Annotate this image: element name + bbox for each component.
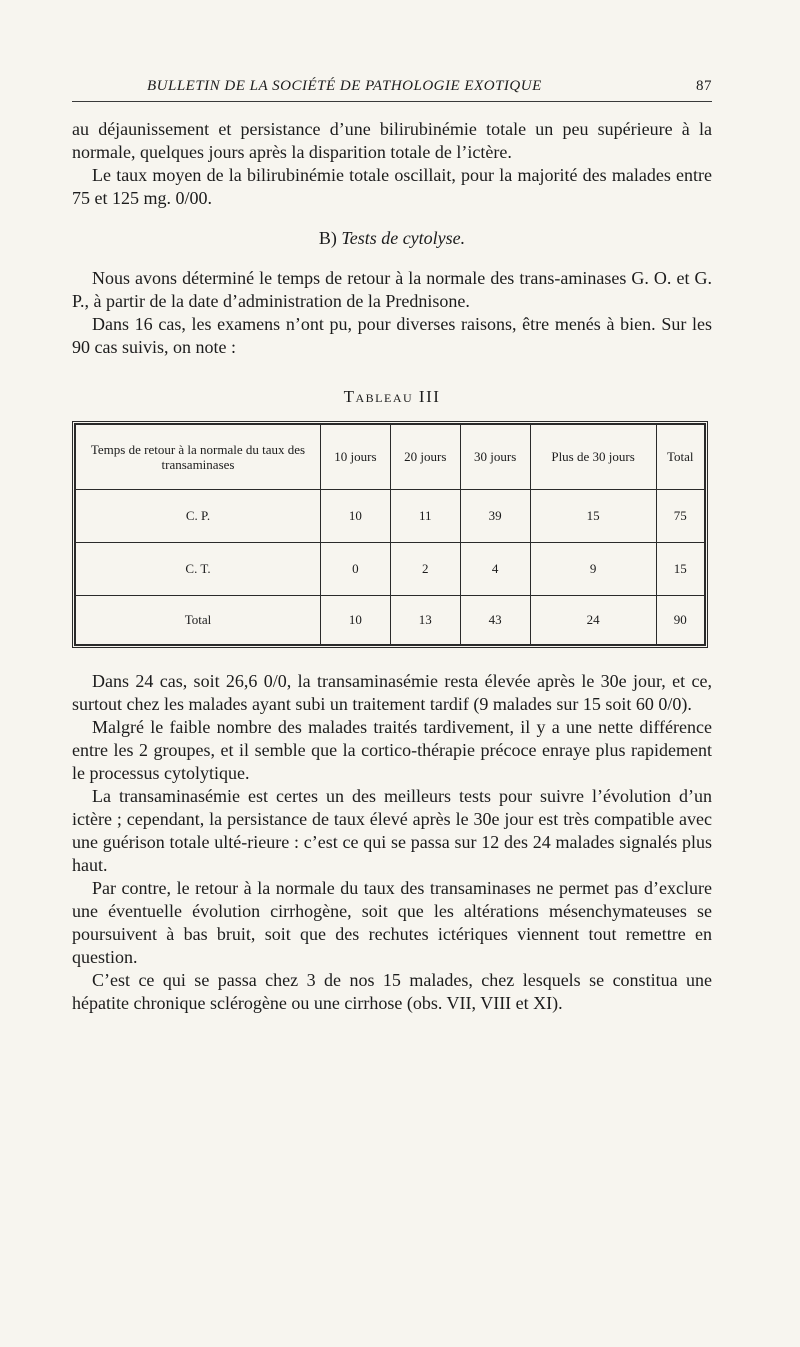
paragraph: La transaminasémie est certes un des meilleurs tests pour suivre l’évolution d’un ictère ; cependant, la persistance de taux élevé après le 30e jour est très compatible avec une guérison totale ulté-rieure : c’est ce qui se passa sur 12 des 24 malades signalés plus haut.	[72, 786, 712, 875]
table-cell: 15	[530, 490, 656, 543]
column-header: Total	[656, 425, 704, 490]
paragraph: Le taux moyen de la bilirubinémie totale oscillait, pour la majorité des malades entre 75 et 125 mg. 0/00.	[72, 165, 712, 208]
body-text-after-table	[72, 670, 712, 1015]
table-cell: 11	[390, 490, 460, 543]
column-header: 30 jours	[460, 425, 530, 490]
page-number: 87	[696, 78, 712, 94]
table-cell: 10	[321, 490, 391, 543]
column-header: 20 jours	[390, 425, 460, 490]
table-cell: 4	[460, 543, 530, 596]
section-title: Tests de cytolyse.	[341, 228, 466, 248]
table-cell: 9	[530, 543, 656, 596]
body-text	[72, 118, 712, 1015]
paragraph: Nous avons déterminé le temps de retour à la normale des trans-aminases G. O. et G. P., à partir de la date d’administration de la Prednisone.	[72, 268, 712, 311]
table-cell: 10	[321, 596, 391, 645]
table-header-row	[76, 425, 705, 490]
table-row	[76, 596, 705, 645]
running-title: BULLETIN DE LA SOCIÉTÉ DE PATHOLOGIE EXOTIQUE	[147, 78, 542, 94]
running-header	[72, 78, 712, 102]
table-cell: 2	[390, 543, 460, 596]
table-cell: 39	[460, 490, 530, 543]
table-cell: 13	[390, 596, 460, 645]
table-frame	[72, 421, 708, 648]
paragraph: Malgré le faible nombre des malades traités tardivement, il y a une nette différence entre les 2 groupes, et il semble que la cortico-thérapie précoce enraye plus rapidement le processus cytolytique.	[72, 717, 712, 783]
page	[72, 78, 712, 1015]
table-cell: 43	[460, 596, 530, 645]
column-header: Temps de retour à la normale du taux des transaminases	[76, 425, 321, 490]
row-label: Total	[76, 596, 321, 645]
paragraph: Dans 24 cas, soit 26,6 0/0, la transaminasémie resta élevée après le 30e jour, et ce, surtout chez les malades ayant subi un traitement tardif (9 malades sur 15 soit 60 0/0).	[72, 671, 712, 714]
table-row	[76, 543, 705, 596]
table-cell: 90	[656, 596, 704, 645]
paragraph: Par contre, le retour à la normale du taux des transaminases ne permet pas d’exclure une éventuelle évolution cirrhogène, soit que les altérations mésenchymateuses se poursuivent à bas bruit, soit que des rechutes ictériques viennent tout remettre en question.	[72, 878, 712, 967]
row-label: C. T.	[76, 543, 321, 596]
table-cell: 15	[656, 543, 704, 596]
row-label: C. P.	[76, 490, 321, 543]
results-table	[75, 424, 705, 645]
paragraph: au déjaunissement et persistance d’une bilirubinémie totale un peu supérieure à la normale, quelques jours après la disparition totale de l’ictère.	[72, 119, 712, 162]
table-cell: 75	[656, 490, 704, 543]
table-title: Tableau III	[343, 387, 441, 406]
section-heading	[72, 228, 712, 249]
table-cell: 0	[321, 543, 391, 596]
column-header: 10 jours	[321, 425, 391, 490]
column-header: Plus de 30 jours	[530, 425, 656, 490]
table-row	[76, 490, 705, 543]
section-letter: B)	[318, 228, 337, 248]
table-cell: 24	[530, 596, 656, 645]
paragraph: Dans 16 cas, les examens n’ont pu, pour diverses raisons, être menés à bien. Sur les 90 cas suivis, on note :	[72, 314, 712, 357]
paragraph: C’est ce qui se passa chez 3 de nos 15 malades, chez lesquels se constitua une hépatite chronique sclérogène ou une cirrhose (obs. VII, VIII et XI).	[72, 970, 712, 1013]
